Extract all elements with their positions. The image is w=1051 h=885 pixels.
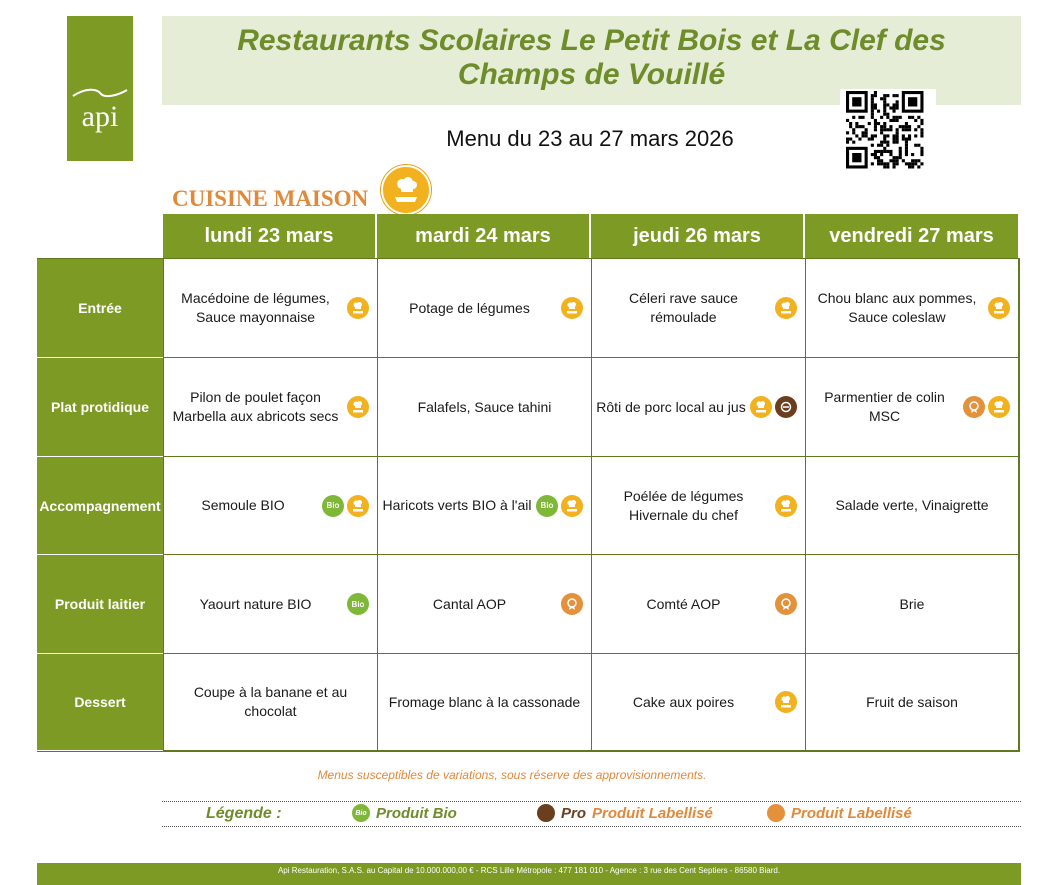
dish-name: Poélée de légumes Hivernale du chef: [623, 487, 744, 523]
label-rouge-icon: [767, 804, 785, 822]
dish-name: Haricots verts BIO à l'ail: [382, 497, 532, 513]
dish-name: Céleri rave sauce rémoulade: [629, 290, 738, 325]
bio-icon: Bio: [322, 495, 344, 517]
chef-hat-icon: [988, 297, 1010, 319]
menu-cell: [163, 358, 377, 457]
day-header: mardi 24 mars: [377, 214, 591, 258]
dish-name: Falafels, Sauce tahini: [417, 398, 552, 415]
menu-cell: [805, 259, 1018, 358]
row-label: Dessert: [37, 654, 163, 751]
legend-bio: Bio Produit Bio: [352, 804, 457, 822]
dish-name: Macédoine de légumes, Sauce mayonnaise: [181, 290, 330, 325]
menu-cell: [163, 457, 377, 555]
menu-cell: [377, 358, 591, 457]
menu-cell: [163, 259, 377, 358]
chef-hat-icon: [775, 495, 797, 517]
logo-wave-icon: [71, 86, 129, 100]
menu-cell: [805, 457, 1018, 555]
chef-hat-icon: [347, 396, 369, 418]
day-header: vendredi 27 mars: [805, 214, 1020, 258]
footer: Api Restauration, S.A.S. au Capital de 10.000.000,00 € - RCS Lille Métropole : 477 181 010 - Agence : 3 rue des Cent Septiers - 86580 Biard.: [37, 863, 1021, 885]
chef-hat-icon: [381, 165, 431, 215]
chef-hat-icon: [988, 396, 1010, 418]
day-header: jeudi 26 mars: [591, 214, 805, 258]
dish-name: Potage de légumes: [409, 299, 530, 316]
menu-cell: [377, 457, 591, 555]
page-title: Restaurants Scolaires Le Petit Bois et La Clef des Champs de Vouillé: [237, 24, 946, 91]
dish-name: Brie: [899, 595, 925, 612]
chef-hat-icon: [750, 396, 772, 418]
row-label: Entrée: [37, 259, 163, 358]
menu-cell: [163, 555, 377, 654]
cuisine-maison-label: CUISINE MAISON: [172, 186, 369, 211]
menu-cell: [163, 654, 377, 751]
bio-icon: Bio: [352, 804, 370, 822]
menu-cell: [377, 259, 591, 358]
menu-cell: [591, 457, 805, 555]
row-label: Produit laitier: [37, 555, 163, 654]
chef-hat-icon: [561, 297, 583, 319]
menu-cell: [805, 555, 1018, 654]
day-header: lundi 23 mars: [163, 214, 377, 258]
local-product-icon: [775, 396, 797, 418]
chef-hat-icon: [347, 495, 369, 517]
menu-date: Menu du 23 au 27 mars 2026: [446, 126, 734, 151]
menu-cell: [805, 358, 1018, 457]
bio-icon: Bio: [536, 495, 558, 517]
dish-name: Semoule BIO: [201, 497, 285, 513]
dish-name: Pilon de poulet façon Marbella aux abricots secs: [172, 389, 339, 424]
dish-name: Fromage blanc à la cassonade: [388, 693, 581, 710]
chef-hat-icon: [775, 297, 797, 319]
menu-cell: [377, 555, 591, 654]
api-logo: [67, 16, 133, 161]
dish-name: Cake aux poires: [632, 693, 735, 710]
legend-label: Légende :: [206, 805, 282, 822]
legend-label-item: Produit Labellisé: [767, 804, 912, 822]
variation-note: Menus susceptibles de variations, sous réserve des approvisionnements.: [317, 768, 707, 782]
legend: [162, 801, 1021, 827]
chef-hat-icon: [775, 691, 797, 713]
row-label: Plat protidique: [37, 358, 163, 457]
local-product-icon: [537, 804, 555, 822]
dish-name: Rôti de porc local au jus: [596, 398, 746, 415]
label-rouge-icon: [775, 593, 797, 615]
menu-cell: [591, 654, 805, 751]
bio-icon: Bio: [347, 593, 369, 615]
menu-cell: [377, 654, 591, 751]
label-rouge-icon: [963, 396, 985, 418]
dish-name: Yaourt nature BIO: [199, 595, 312, 612]
menu-cell: [805, 654, 1018, 751]
dish-name: Salade verte, Vinaigrette: [835, 497, 989, 513]
dish-name: Cantal AOP: [432, 595, 507, 612]
menu-cell: [591, 555, 805, 654]
dish-name: Chou blanc aux pommes, Sauce coleslaw: [817, 290, 977, 325]
chef-hat-icon: [347, 297, 369, 319]
dish-name: Comté AOP: [646, 595, 721, 612]
label-rouge-icon: [561, 593, 583, 615]
row-label: Accompagnement: [37, 457, 163, 555]
menu-cell: [591, 259, 805, 358]
dish-name: Coupe à la banane et au chocolat: [193, 684, 348, 719]
menu-cell: [591, 358, 805, 457]
qr-code[interactable]: [840, 89, 936, 169]
dish-name: Parmentier de colin MSC: [824, 389, 945, 424]
logo-text: api: [81, 100, 119, 133]
legend-pro: Pro Produit Labellisé: [537, 804, 713, 822]
chef-hat-icon: [561, 495, 583, 517]
dish-name: Fruit de saison: [866, 693, 958, 710]
